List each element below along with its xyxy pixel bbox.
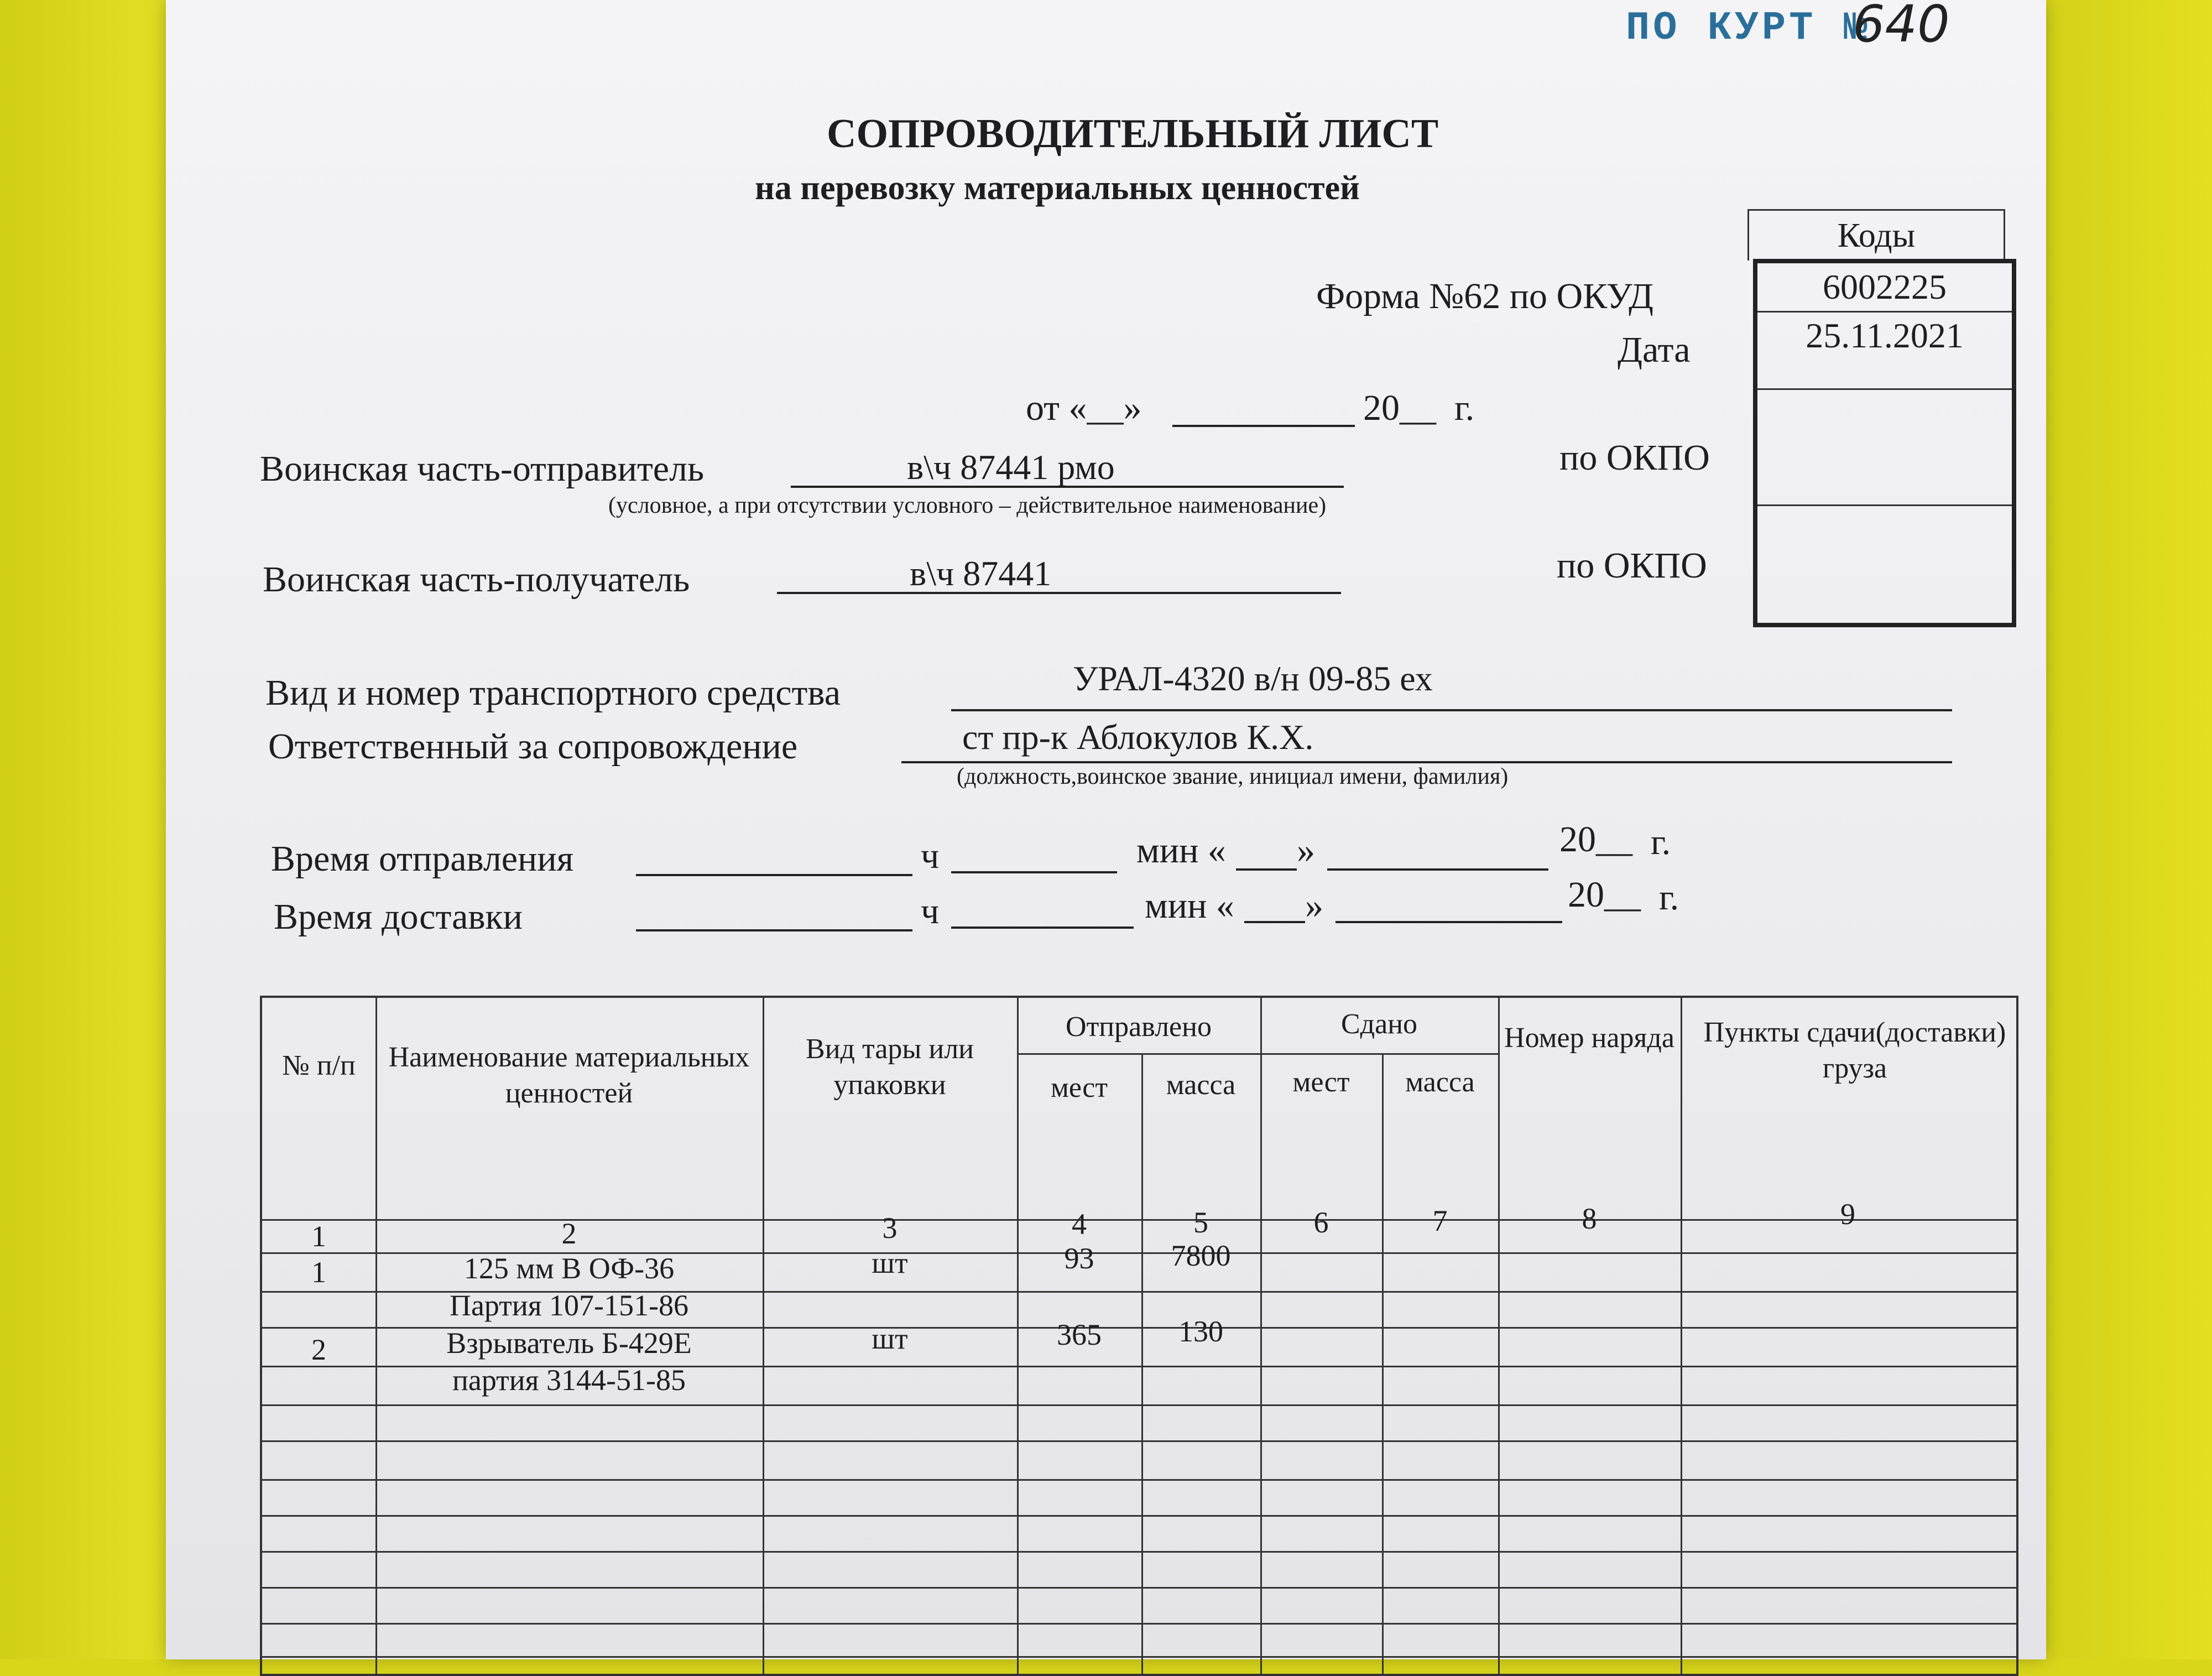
header-order: Номер наряда — [1504, 1022, 1674, 1054]
departure-close: » — [1297, 830, 1315, 871]
stamp-text: ПО КУРТ № — [1626, 6, 1871, 51]
codes-header: Коды — [1747, 209, 2005, 261]
header-subline — [1017, 1053, 1498, 1055]
document-subtitle: на перевозку материальных ценностей — [755, 169, 1360, 207]
row-line — [262, 1515, 2016, 1517]
date-label: Дата — [1618, 330, 1691, 370]
row1-pack: шт — [872, 1246, 908, 1279]
cargo-table — [260, 996, 2018, 1676]
row-line — [262, 1587, 2016, 1589]
departure-month-line — [1327, 868, 1548, 871]
delivery-g: г. — [1659, 877, 1679, 918]
delivery-hours-line — [636, 929, 912, 931]
col-divider — [1141, 1053, 1143, 1674]
header-places-delivered: мест — [1292, 1066, 1350, 1098]
codes-box — [1753, 259, 2016, 627]
delivery-h: ч — [921, 891, 940, 931]
codes-okpo-sender — [1757, 388, 2012, 506]
departure-g: г. — [1651, 822, 1671, 862]
vehicle-label: Вид и номер транспортного средства — [265, 673, 841, 713]
responsible-hint: (должность,воинское звание, инициал имени, фамилия) — [957, 764, 1509, 789]
sender-hint: (условное, а при отсутствии условного – действительное наименование) — [608, 493, 1327, 518]
row3-name: Взрыватель Б-429Е — [446, 1326, 692, 1360]
row-line — [262, 1551, 2016, 1553]
row3-num: 2 — [311, 1333, 326, 1366]
col-divider — [1681, 998, 1682, 1674]
from-date-g: г. — [1454, 388, 1475, 428]
header-pack: Вид тары или упаковки — [806, 1033, 974, 1101]
document-sheet — [166, 0, 2046, 1659]
col-number-2: 2 — [561, 1217, 577, 1250]
recipient-value: в\ч 87441 — [910, 554, 1052, 593]
row1-places: 93 — [1064, 1242, 1094, 1275]
col-number-4: 4 — [1072, 1207, 1087, 1241]
col-number-9: 9 — [1840, 1198, 1855, 1231]
row3-places: 365 — [1057, 1318, 1102, 1351]
header-mass-delivered: масса — [1405, 1066, 1475, 1098]
row1-name: 125 мм В ОФ-36 — [463, 1252, 675, 1285]
codes-date-value: 25.11.2021 — [1757, 311, 2012, 390]
row1-mass: 7800 — [1171, 1239, 1231, 1272]
header-places-sent: мест — [1050, 1072, 1108, 1104]
responsible-label: Ответственный за сопровождение — [268, 726, 798, 767]
col-divider — [1382, 1053, 1384, 1674]
vehicle-line — [951, 709, 1952, 711]
col-number-3: 3 — [882, 1211, 898, 1245]
departure-h: ч — [921, 836, 940, 876]
from-date-prefix: от «__» — [1026, 388, 1142, 428]
row-line — [262, 1440, 2016, 1442]
col-divider — [1498, 998, 1500, 1674]
header-name: Наименование материальных ценностей — [388, 1042, 750, 1109]
row3-mass: 130 — [1178, 1315, 1223, 1348]
from-date-year: 20__ — [1363, 388, 1436, 428]
departure-hours-line — [636, 874, 912, 876]
header-mass-sent: масса — [1166, 1069, 1236, 1101]
sender-label: Воинская часть-отправитель — [260, 449, 705, 489]
delivery-month-line — [1335, 921, 1562, 923]
delivery-label: Время доставки — [274, 897, 523, 937]
from-date-line — [1172, 425, 1355, 427]
header-sent: Отправлено — [1066, 1011, 1212, 1043]
sender-okpo-label: по ОКПО — [1559, 438, 1710, 478]
header-delivered: Сдано — [1340, 1008, 1418, 1040]
delivery-min: мин « — [1145, 886, 1234, 926]
recipient-okpo-label: по ОКПО — [1557, 545, 1707, 586]
delivery-close: » — [1305, 886, 1323, 926]
departure-day-line — [1236, 868, 1297, 871]
row-line — [262, 1623, 2016, 1625]
row-line — [262, 1656, 2016, 1658]
row2-name: Партия 107-151-86 — [449, 1289, 689, 1322]
row-line — [262, 1479, 2016, 1481]
departure-label: Время отправления — [271, 839, 574, 879]
row3-pack: шт — [872, 1322, 908, 1355]
col-number-7: 7 — [1432, 1204, 1448, 1237]
departure-min-line — [951, 871, 1117, 873]
row-line — [262, 1404, 2016, 1406]
col-number-8: 8 — [1582, 1202, 1597, 1235]
delivery-year: 20__ — [1568, 875, 1641, 915]
delivery-min-line — [951, 927, 1134, 929]
header-points: Пункты сдачи(доставки) груза — [1703, 1017, 2006, 1084]
row1-num: 1 — [311, 1256, 326, 1289]
recipient-label: Воинская часть-получатель — [263, 559, 690, 600]
vehicle-value: УРАЛ-4320 в/н 09-85 ех — [1073, 659, 1433, 698]
departure-min: мин « — [1136, 830, 1226, 871]
col-number-6: 6 — [1313, 1206, 1329, 1239]
stamp-number: 640 — [1853, 0, 1950, 54]
col-number-1: 1 — [311, 1220, 326, 1253]
sender-value: в\ч 87441 рмо — [907, 447, 1115, 487]
responsible-value: ст пр-к Аблокулов К.Х. — [962, 717, 1314, 757]
form-label: Форма №62 по ОКУД — [1316, 276, 1653, 316]
codes-okud-value: 6002225 — [1757, 263, 2012, 313]
row4-name: партия 3144-51-85 — [452, 1363, 686, 1397]
recipient-line — [777, 592, 1341, 594]
delivery-day-line — [1244, 921, 1305, 923]
header-num: № п/п — [282, 1050, 356, 1081]
document-title: СОПРОВОДИТЕЛЬНЫЙ ЛИСТ — [827, 111, 1439, 157]
col-number-5: 5 — [1193, 1206, 1208, 1239]
departure-year: 20__ — [1559, 819, 1632, 860]
codes-okpo-recipient — [1757, 504, 2012, 618]
